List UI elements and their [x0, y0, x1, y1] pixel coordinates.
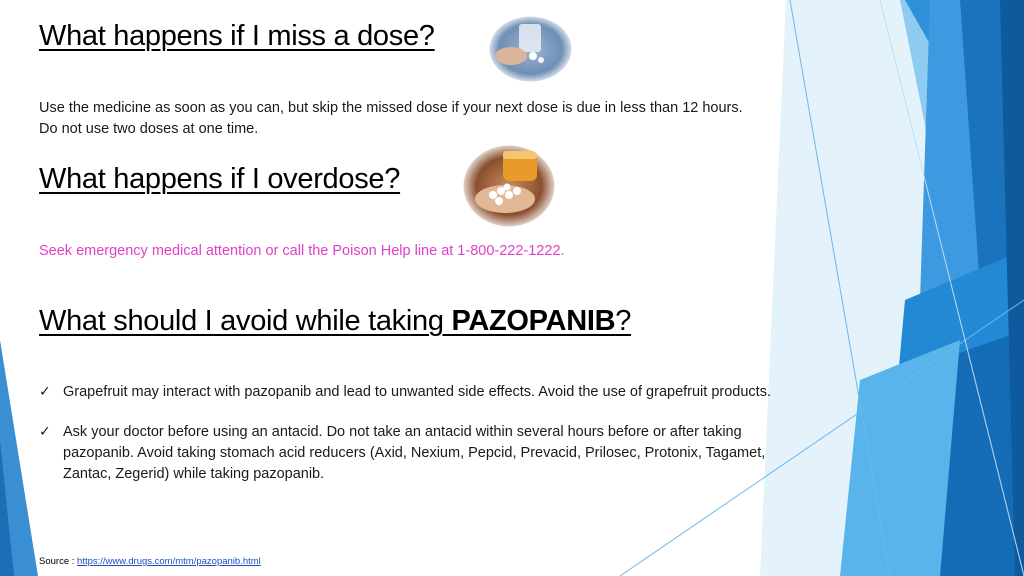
list-item-text: Grapefruit may interact with pazopanib and lead to unwanted side effects. Avoid the use of grapefruit products.	[63, 384, 771, 400]
heading-avoid	[39, 305, 631, 338]
list-item	[39, 382, 779, 403]
source-citation	[39, 556, 261, 567]
heading-overdose: What happens if I overdose?	[39, 163, 401, 195]
heading-avoid-drug: PAZOPANIB	[451, 305, 616, 337]
missed-dose-text: Use the medicine as soon as you can, but skip the missed dose if your next dose is due in less than 12 hours. Do not use two doses at one time.	[39, 100, 743, 137]
source-link[interactable]: https://www.drugs.com/mtm/pazopanib.html	[77, 556, 261, 567]
pill-dose-photo	[489, 16, 572, 82]
check-icon: ✓	[39, 424, 51, 440]
avoid-list	[39, 382, 779, 504]
heading-missed-dose: What happens if I miss a dose?	[39, 20, 435, 52]
heading-avoid-prefix: What should I avoid while taking	[39, 305, 452, 337]
list-item-text: Ask your doctor before using an antacid. Do not take an antacid within several hours before or after taking pazopanib. Avoid taking stomach acid reducers (Axid, Nexium, Pepcid, Prevacid, Prilosec, Protonix, Tagamet, Zantac, Zegerid) while taking pazopanib.	[63, 424, 766, 482]
pill-bottle-photo	[463, 145, 555, 227]
list-item	[39, 422, 779, 485]
source-label: Source :	[39, 556, 75, 567]
overdose-text: Seek emergency medical attention or call the Poison Help line at 1-800-222-1222.	[39, 243, 565, 259]
check-icon: ✓	[39, 384, 51, 400]
heading-avoid-suffix: ?	[615, 305, 632, 337]
